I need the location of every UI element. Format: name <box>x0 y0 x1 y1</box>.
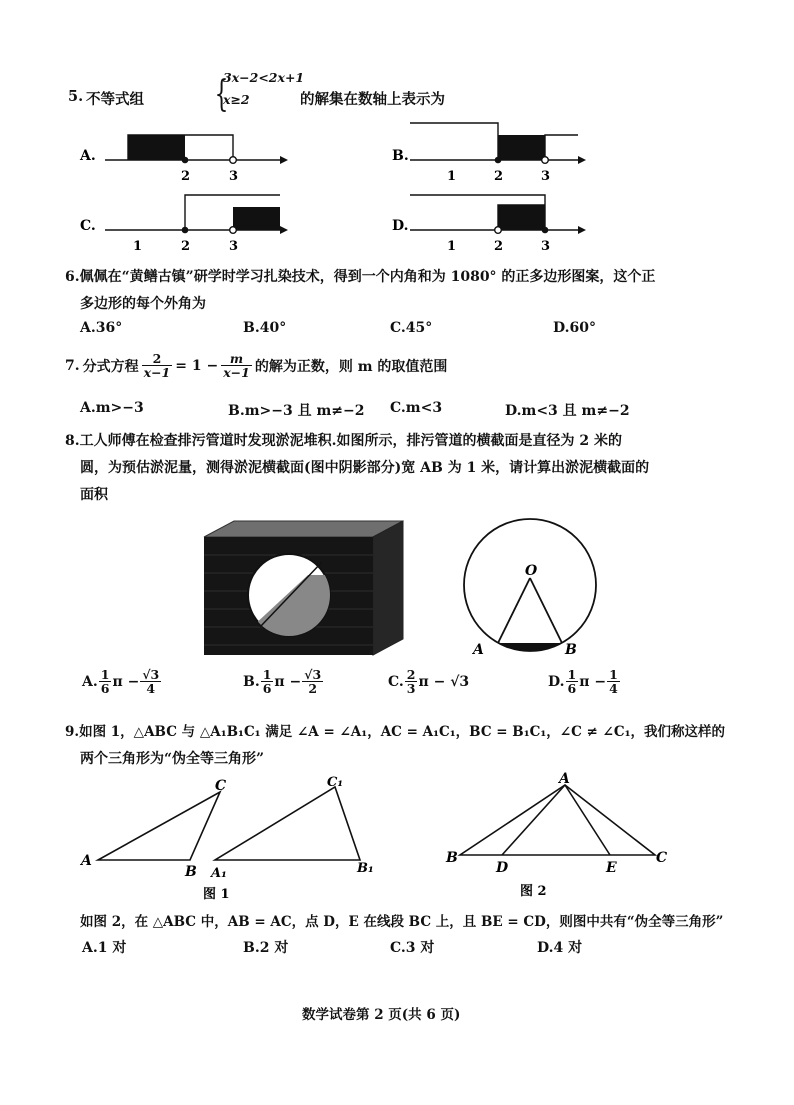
option-label: A. <box>80 148 96 164</box>
svg-text:3: 3 <box>541 169 551 184</box>
figure-2 <box>440 770 690 900</box>
numberline-a <box>75 120 305 190</box>
svg-text:3: 3 <box>229 239 239 254</box>
q7-number: 7. <box>65 357 80 374</box>
q5-number: 5. <box>68 88 84 105</box>
q8-line2: 圆，为预估淤泥量，测得淤泥横截面(图中阴影部分)宽 AB 为 1 米，请计算出淤泥横截面的 <box>80 460 650 476</box>
q9-line2: 两个三角形为“伪全等三角形” <box>80 751 265 767</box>
fig1-label-c1: C₁ <box>327 775 344 790</box>
fig1-label-a1: A₁ <box>211 866 227 881</box>
q6-option-b: B.40° <box>243 320 287 336</box>
svg-text:2: 2 <box>181 239 191 254</box>
q7-fraction-1: $\frac{2}{x-1}$ <box>143 351 171 381</box>
q6-line1: 6.佩佩在“黄鳝古镇”研学时学习扎染技术，得到一个内角和为 1080° 的正多边形图案，这个正 <box>65 269 656 285</box>
point-a-label: A <box>473 642 484 658</box>
q9-option-c: C.3 对 <box>390 940 435 956</box>
fig2-label-b: B <box>446 850 458 866</box>
fig2-label-d: D <box>496 860 509 876</box>
q8-line1: 8.工人师傅在检查排污管道时发现淤泥堆积.如图所示，排污管道的横截面是直径为 2 米的 <box>65 433 622 449</box>
q5-ineq1: 3x−2<2x+1 <box>223 70 305 85</box>
fig1-label-a: A <box>81 853 92 869</box>
q9-option-d: D.4 对 <box>537 940 583 956</box>
q7-stem <box>65 352 447 379</box>
fig1-label-b1: B₁ <box>357 861 374 876</box>
q7-option-b: B.m>−3 且 m≠−2 <box>228 403 365 419</box>
q7-option-a: A.m>−3 <box>80 400 144 416</box>
fig2-label-e: E <box>606 860 617 876</box>
numberline-b <box>390 118 600 188</box>
q7-suffix: 的解为正数，则 m 的取值范围 <box>254 358 448 375</box>
q7-fraction-2: $\frac{m}{x-1}$ <box>223 351 250 381</box>
fig2-caption: 图 2 <box>520 884 547 899</box>
pipe-block-image <box>198 515 408 660</box>
q9-line3: 如图 2，在 △ABC 中，AB = AC，点 D，E 在线段 BC 上，且 BE = CD，则图中共有“伪全等三角形” <box>80 914 724 930</box>
fig1-label-c: C <box>215 778 227 794</box>
circle-diagram <box>455 518 605 668</box>
figure-1 <box>75 770 395 905</box>
numberline-d <box>390 190 600 260</box>
brace-glyph: { <box>214 74 229 115</box>
svg-text:3: 3 <box>541 239 551 254</box>
point-b-label: B <box>565 642 577 658</box>
svg-text:1: 1 <box>447 239 457 254</box>
q5-prefix: 不等式组 <box>86 91 144 108</box>
numberline-c <box>75 190 305 260</box>
q8-line3: 面积 <box>80 487 108 503</box>
svg-text:1: 1 <box>133 239 143 254</box>
q9-option-b: B.2 对 <box>243 940 289 956</box>
q8-option-c: C. $\frac{2}{3}$ π − √3 <box>388 667 470 697</box>
q5-suffix: 的解集在数轴上表示为 <box>300 91 445 108</box>
fig2-label-c: C <box>656 850 668 866</box>
q6-option-a: A.36° <box>80 320 123 336</box>
q7-option-d: D.m<3 且 m≠−2 <box>505 403 630 419</box>
page-footer: 数学试卷第 2 页(共 6 页) <box>302 1007 461 1023</box>
fig2-label-a: A <box>559 771 570 787</box>
svg-text:3: 3 <box>229 169 239 184</box>
point-o-label: O <box>525 563 538 579</box>
q7-prefix: 分式方程 <box>82 358 139 375</box>
q8-option-b: B. $\frac{1}{6}$ π − $\frac{√3}{2}$ <box>243 667 322 697</box>
fig1-caption: 图 1 <box>203 887 230 902</box>
q6-line2: 多边形的每个外角为 <box>80 296 206 312</box>
q8-option-d: D. $\frac{1}{6}$ π − $\frac{1}{4}$ <box>548 667 618 697</box>
q7-option-c: C.m<3 <box>390 400 443 416</box>
q5-ineq2: x≥2 <box>223 92 250 107</box>
option-label: B. <box>392 148 409 164</box>
svg-text:2: 2 <box>181 169 191 184</box>
q6-option-c: C.45° <box>390 320 433 336</box>
option-label: D. <box>392 218 409 234</box>
svg-text:2: 2 <box>494 239 504 254</box>
q8-option-a: A. $\frac{1}{6}$ π − $\frac{√3}{4}$ <box>82 667 160 697</box>
q9-line1: 9.如图 1，△ABC 与 △A₁B₁C₁ 满足 ∠A = ∠A₁，AC = A₁C₁，BC = B₁C₁，∠C ≠ ∠C₁，我们称这样的 <box>65 724 726 740</box>
fig1-label-b: B <box>185 864 197 880</box>
svg-text:1: 1 <box>447 169 457 184</box>
q9-option-a: A.1 对 <box>82 940 127 956</box>
q7-equals: = 1 − <box>175 357 219 374</box>
option-label: C. <box>80 218 96 234</box>
q6-option-d: D.60° <box>553 320 596 336</box>
svg-text:2: 2 <box>494 169 504 184</box>
